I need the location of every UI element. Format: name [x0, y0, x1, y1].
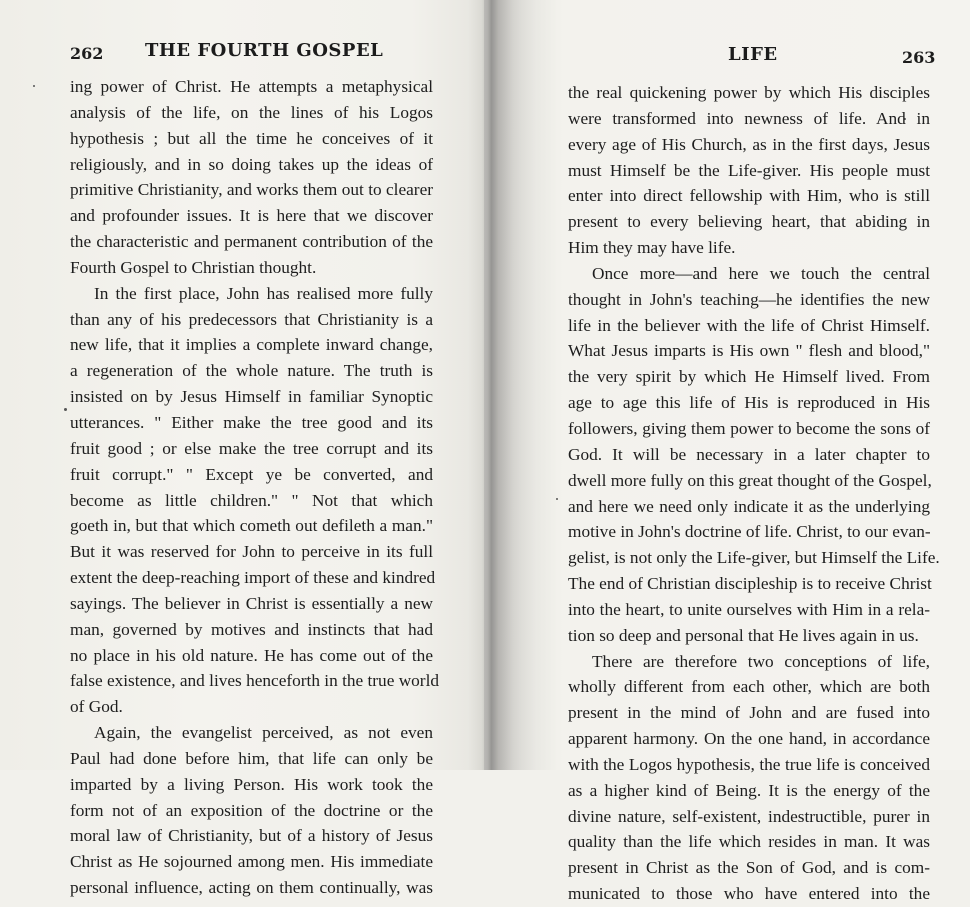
text-line: present to every believing heart, that abiding in	[568, 212, 930, 232]
text-line: gelist, is not only the Life-giver, but Himself the Life.	[568, 548, 940, 568]
text-line: analysis of the life, on the lines of his Logos	[70, 102, 433, 122]
text-line: age to age this life of His is reproduced in His	[568, 393, 930, 413]
text-line: What Jesus imparts is His own " flesh and blood,"	[568, 341, 930, 361]
left-page-number: 262	[70, 44, 104, 63]
text-line: tion so deep and personal that He lives again in us.	[568, 625, 919, 645]
text-line: religiously, and in so doing takes up the ideas of	[70, 154, 433, 174]
text-line: Christ as He sojourned among men. His immediate	[70, 852, 433, 872]
text-line: apparent harmony. On the one hand, in accordance	[568, 729, 930, 749]
paper-speck	[64, 408, 67, 411]
text-line: of God.	[70, 697, 123, 717]
text-line: into the heart, to unite ourselves with Him in a rela-	[568, 599, 930, 619]
text-line: dwell more fully on this great thought of the Gospel,	[568, 470, 932, 490]
text-line: quality than the life which resides in man. It was	[568, 832, 930, 852]
text-line: wholly different from each other, which are both	[568, 677, 930, 697]
right-running-title: LIFE	[728, 44, 778, 65]
text-line: God. It will be necessary in a later chapter to	[568, 444, 930, 464]
left-running-title: THE FOURTH GOSPEL	[145, 40, 384, 61]
text-line: life in the believer with the life of Christ Himself.	[568, 315, 930, 335]
text-line: sayings. The believer in Christ is essentially a new	[70, 593, 433, 613]
text-line: present in Christ as the Son of God, and is com-	[568, 858, 930, 878]
text-line: the real quickening power by which His disciples	[568, 83, 930, 102]
text-line: ing power of Christ. He attempts a metaphysical	[70, 77, 433, 96]
text-line: Him they may have life.	[568, 238, 736, 258]
text-line: insisted on by Jesus Himself in familiar Synoptic	[70, 387, 433, 407]
text-line: enter into direct fellowship with Him, who is still	[568, 186, 930, 206]
text-line: followers, giving them power to become the sons of	[568, 418, 930, 438]
text-line: divine nature, self-existent, indestructible, purer in	[568, 806, 930, 826]
text-line: hypothesis ; but all the time he conceives of it	[70, 128, 433, 148]
text-line: and profounder issues. It is here that we discover	[70, 206, 433, 226]
text-line: new life, that it implies a complete inward change,	[70, 335, 433, 355]
text-line: The end of Christian discipleship is to receive Christ	[568, 574, 932, 594]
text-line: utterances. " Either make the tree good and its	[70, 412, 433, 432]
left-page	[0, 0, 484, 898]
text-line: There are therefore two conceptions of life,	[592, 651, 930, 671]
text-line: goeth in, but that which cometh out defileth a man."	[70, 516, 433, 536]
text-line: fruit good ; or else make the tree corrupt and its	[70, 438, 433, 458]
text-line: fruit corrupt." " Except ye be converted, and	[70, 464, 433, 484]
text-line: every age of His Church, as in the first days, Jesus	[568, 134, 930, 154]
text-line: man, governed by motives and instincts that had	[70, 619, 433, 639]
text-line: false existence, and lives henceforth in the true world	[70, 671, 440, 691]
text-line: a regeneration of the whole nature. The truth is	[70, 361, 433, 381]
text-line: motive in John's doctrine of life. Christ, to our evan-	[568, 522, 931, 542]
text-line: present in the mind of John and are fused into	[568, 703, 930, 723]
text-line: the very spirit by which He Himself lived. From	[568, 367, 930, 387]
text-line: In the first place, John has realised more fully	[94, 283, 433, 303]
text-line: with the Logos hypothesis, the true life is conceived	[568, 754, 930, 774]
text-line: municated to those who have entered into the	[568, 884, 930, 904]
paper-speck	[33, 85, 35, 87]
right-page-number: 263	[902, 48, 936, 67]
text-line: Paul had done before him, that life can only be	[70, 748, 433, 768]
text-line: form not of an exposition of the doctrine or the	[70, 800, 433, 820]
text-line: as a higher kind of Being. It is the energy of the	[568, 780, 930, 800]
text-line: must Himself be the Life-giver. His people must	[568, 160, 930, 180]
text-line: thought in John's teaching—he identifies the new	[568, 289, 930, 309]
text-line: were transformed into newness of life. And in	[568, 108, 930, 128]
text-line: become as little children." " Not that which	[70, 490, 433, 510]
text-line: than any of his predecessors that Christianity is a	[70, 309, 433, 329]
text-line: imparted by a living Person. His work took the	[70, 774, 433, 794]
right-page-body	[568, 80, 940, 907]
text-line: But it was reserved for John to perceive in its full	[70, 542, 433, 562]
text-line: Once more—and here we touch the central	[592, 263, 930, 283]
paper-speck	[556, 498, 558, 500]
text-line: the characteristic and permanent contribution of the	[70, 232, 433, 252]
text-line: extent the deep-reaching import of these and kindred	[70, 568, 436, 588]
text-line: and here we need only indicate it as the underlying	[568, 496, 930, 516]
text-line: moral law of Christianity, but of a history of Jesus	[70, 826, 433, 846]
left-page-body	[70, 74, 440, 901]
text-line: personal influence, acting on them continually, was	[70, 878, 433, 898]
text-line: Fourth Gospel to Christian thought.	[70, 257, 317, 277]
text-line: primitive Christianity, and works them out to clearer	[70, 180, 433, 200]
text-line: Again, the evangelist perceived, as not even	[94, 723, 433, 743]
text-line: no place in his old nature. He has come out of the	[70, 645, 433, 665]
